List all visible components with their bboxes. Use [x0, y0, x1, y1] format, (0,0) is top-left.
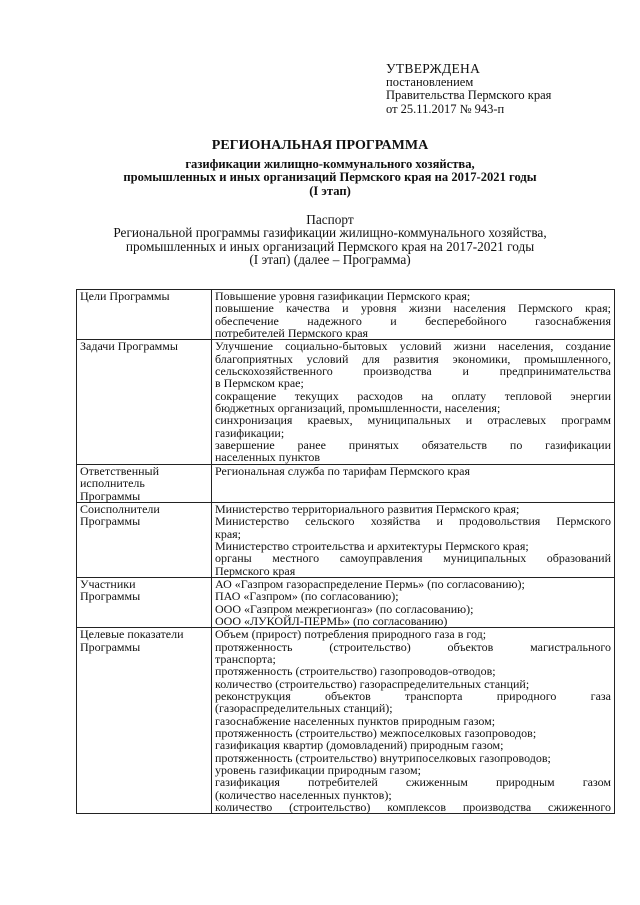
- row-value-line: газификации;: [215, 425, 285, 440]
- row-value-line: органы местного самоуправления муниципальных образований: [215, 551, 611, 566]
- row-value-line: протяженность (строительство) внутрипоселковых газопроводов;: [215, 750, 551, 765]
- row-value-line: транспорта;: [215, 651, 276, 666]
- row-value-line: повышение качества и уровня жизни населения Пермского края;: [215, 301, 611, 316]
- row-value-line: газификация квартир (домовладений) природным газом;: [215, 738, 504, 753]
- table-row: [77, 577, 615, 627]
- row-value-line: протяженность (строительство) объектов магистрального: [215, 639, 611, 654]
- row-label-cell: [77, 290, 212, 340]
- passport-line: промышленных и иных организаций Пермского края на 2017-2021 годы: [125, 238, 535, 254]
- row-value-line: ООО «ЛУКОЙЛ-ПЕРМЬ» (по согласованию): [215, 613, 448, 628]
- table-row: [77, 340, 615, 464]
- row-value-line: сокращение текущих расходов на оплату тепловой энергии: [215, 388, 611, 403]
- row-label-line: Целевые показатели: [80, 627, 184, 642]
- row-value-line: АО «Газпром газораспределение Пермь» (по согласованию);: [215, 576, 525, 591]
- subtitle-line: газификации жилищно-коммунального хозяйства,: [185, 157, 475, 171]
- row-value-line: в Пермском крае;: [215, 376, 304, 391]
- row-value-line: Региональная служба по тарифам Пермского края: [215, 463, 470, 478]
- row-value-line: населенных пунктов: [215, 450, 321, 465]
- row-value-line: ООО «Газпром межрегионгаз» (по согласованию);: [215, 601, 474, 616]
- row-value-line: Объем (прирост) потребления природного газа в год;: [215, 627, 487, 642]
- passport-line: (I этап) (далее – Программа): [249, 252, 411, 268]
- row-label-line: исполнитель: [80, 476, 145, 491]
- row-value-line: Улучшение социально-бытовых условий жизни населения, создание: [215, 339, 611, 354]
- row-value-line: края;: [215, 526, 242, 541]
- approval-line: Правительства Пермского края: [386, 88, 552, 102]
- row-value-line: (количество населенных пунктов);: [215, 787, 392, 802]
- row-value-line: Министерство сельского хозяйства и продовольствия Пермского: [215, 514, 611, 529]
- row-value-line: газоснабжение населенных пунктов природным газом;: [215, 713, 496, 728]
- document-subtitle: [60, 158, 600, 198]
- row-label-line: Задачи Программы: [80, 339, 178, 354]
- approval-stamp: УТВЕРЖДЕНА: [386, 61, 481, 76]
- row-value-line: синхронизация краевых, муниципальных и отраслевых программ: [215, 413, 611, 428]
- row-value-line: бюджетных организаций, промышленности, населения;: [215, 401, 501, 416]
- row-value-line: ПАО «Газпром» (по согласованию);: [215, 589, 399, 604]
- row-label-line: Программы: [80, 514, 141, 529]
- passport-table: [76, 289, 615, 814]
- row-value-line: (газораспределительных станций);: [215, 701, 393, 716]
- row-value-line: потребителей Пермского края: [215, 326, 369, 341]
- passport-table-body: [77, 290, 615, 814]
- row-value-cell: [212, 628, 615, 814]
- row-label-cell: [77, 628, 212, 814]
- table-row: [77, 290, 615, 340]
- row-value-line: благоприятных условий для развития экономики, промышленного,: [215, 351, 611, 366]
- table-row: [77, 464, 615, 502]
- row-label-line: Программы: [80, 639, 141, 654]
- row-value-line: количество (строительство) газораспределительных станций;: [215, 676, 530, 691]
- document-title: РЕГИОНАЛЬНАЯ ПРОГРАММА: [211, 138, 429, 153]
- passport-heading: Паспорт: [306, 212, 354, 227]
- row-value-line: обеспечение надежного и бесперебойного газоснабжения: [215, 313, 611, 328]
- passport-line: Региональной программы газификации жилищно-коммунального хозяйства,: [113, 225, 547, 241]
- row-value-line: газификация потребителей сжиженным природным газом: [215, 775, 611, 790]
- subtitle-line: промышленных и иных организаций Пермского края на 2017-2021 годы: [123, 170, 537, 185]
- row-value-line: количество (строительство) комплексов производства сжиженного: [215, 800, 611, 815]
- row-value-line: уровень газификации природным газом;: [215, 763, 421, 778]
- row-label-cell: [77, 340, 212, 464]
- row-value-line: реконструкция объектов транспорта природного газа: [215, 689, 611, 703]
- row-value-cell: [212, 577, 615, 627]
- row-label-cell: [77, 464, 212, 502]
- row-value-line: протяженность (строительство) газопроводов-отводов;: [215, 664, 496, 679]
- row-label-cell: [77, 502, 212, 577]
- row-value-line: Повышение уровня газификации Пермского края;: [215, 289, 471, 303]
- subtitle-line: (I этап): [309, 183, 351, 198]
- row-value-cell: [212, 340, 615, 464]
- table-row: [77, 628, 615, 814]
- passport-heading-block: [60, 213, 600, 267]
- row-value-line: Пермского края: [215, 563, 296, 578]
- row-label-cell: [77, 577, 212, 627]
- approval-line: постановлением: [386, 74, 474, 89]
- row-value-line: сельскохозяйственного производства и предпринимательства: [215, 364, 611, 379]
- row-value-cell: [212, 464, 615, 502]
- row-label-line: Соисполнители: [80, 501, 160, 516]
- row-value-line: Министерство строительства и архитектуры Пермского края;: [215, 538, 529, 553]
- approval-date: от 25.11.2017 № 943-п: [386, 101, 505, 116]
- row-label-line: Ответственный: [80, 463, 160, 478]
- row-value-cell: [212, 502, 615, 577]
- table-row: [77, 502, 615, 577]
- row-value-cell: [212, 290, 615, 340]
- row-label-line: Программы: [80, 488, 141, 503]
- row-value-line: протяженность (строительство) межпоселковых газопроводов;: [215, 726, 537, 741]
- row-label-line: Цели Программы: [80, 289, 170, 303]
- row-label-line: Участники: [80, 576, 136, 591]
- row-label-line: Программы: [80, 589, 141, 604]
- row-value-line: Министерство территориального развития Пермского края;: [215, 501, 520, 516]
- row-value-line: завершение ранее принятых обязательств по газификации: [215, 438, 611, 453]
- approval-block: [386, 62, 616, 116]
